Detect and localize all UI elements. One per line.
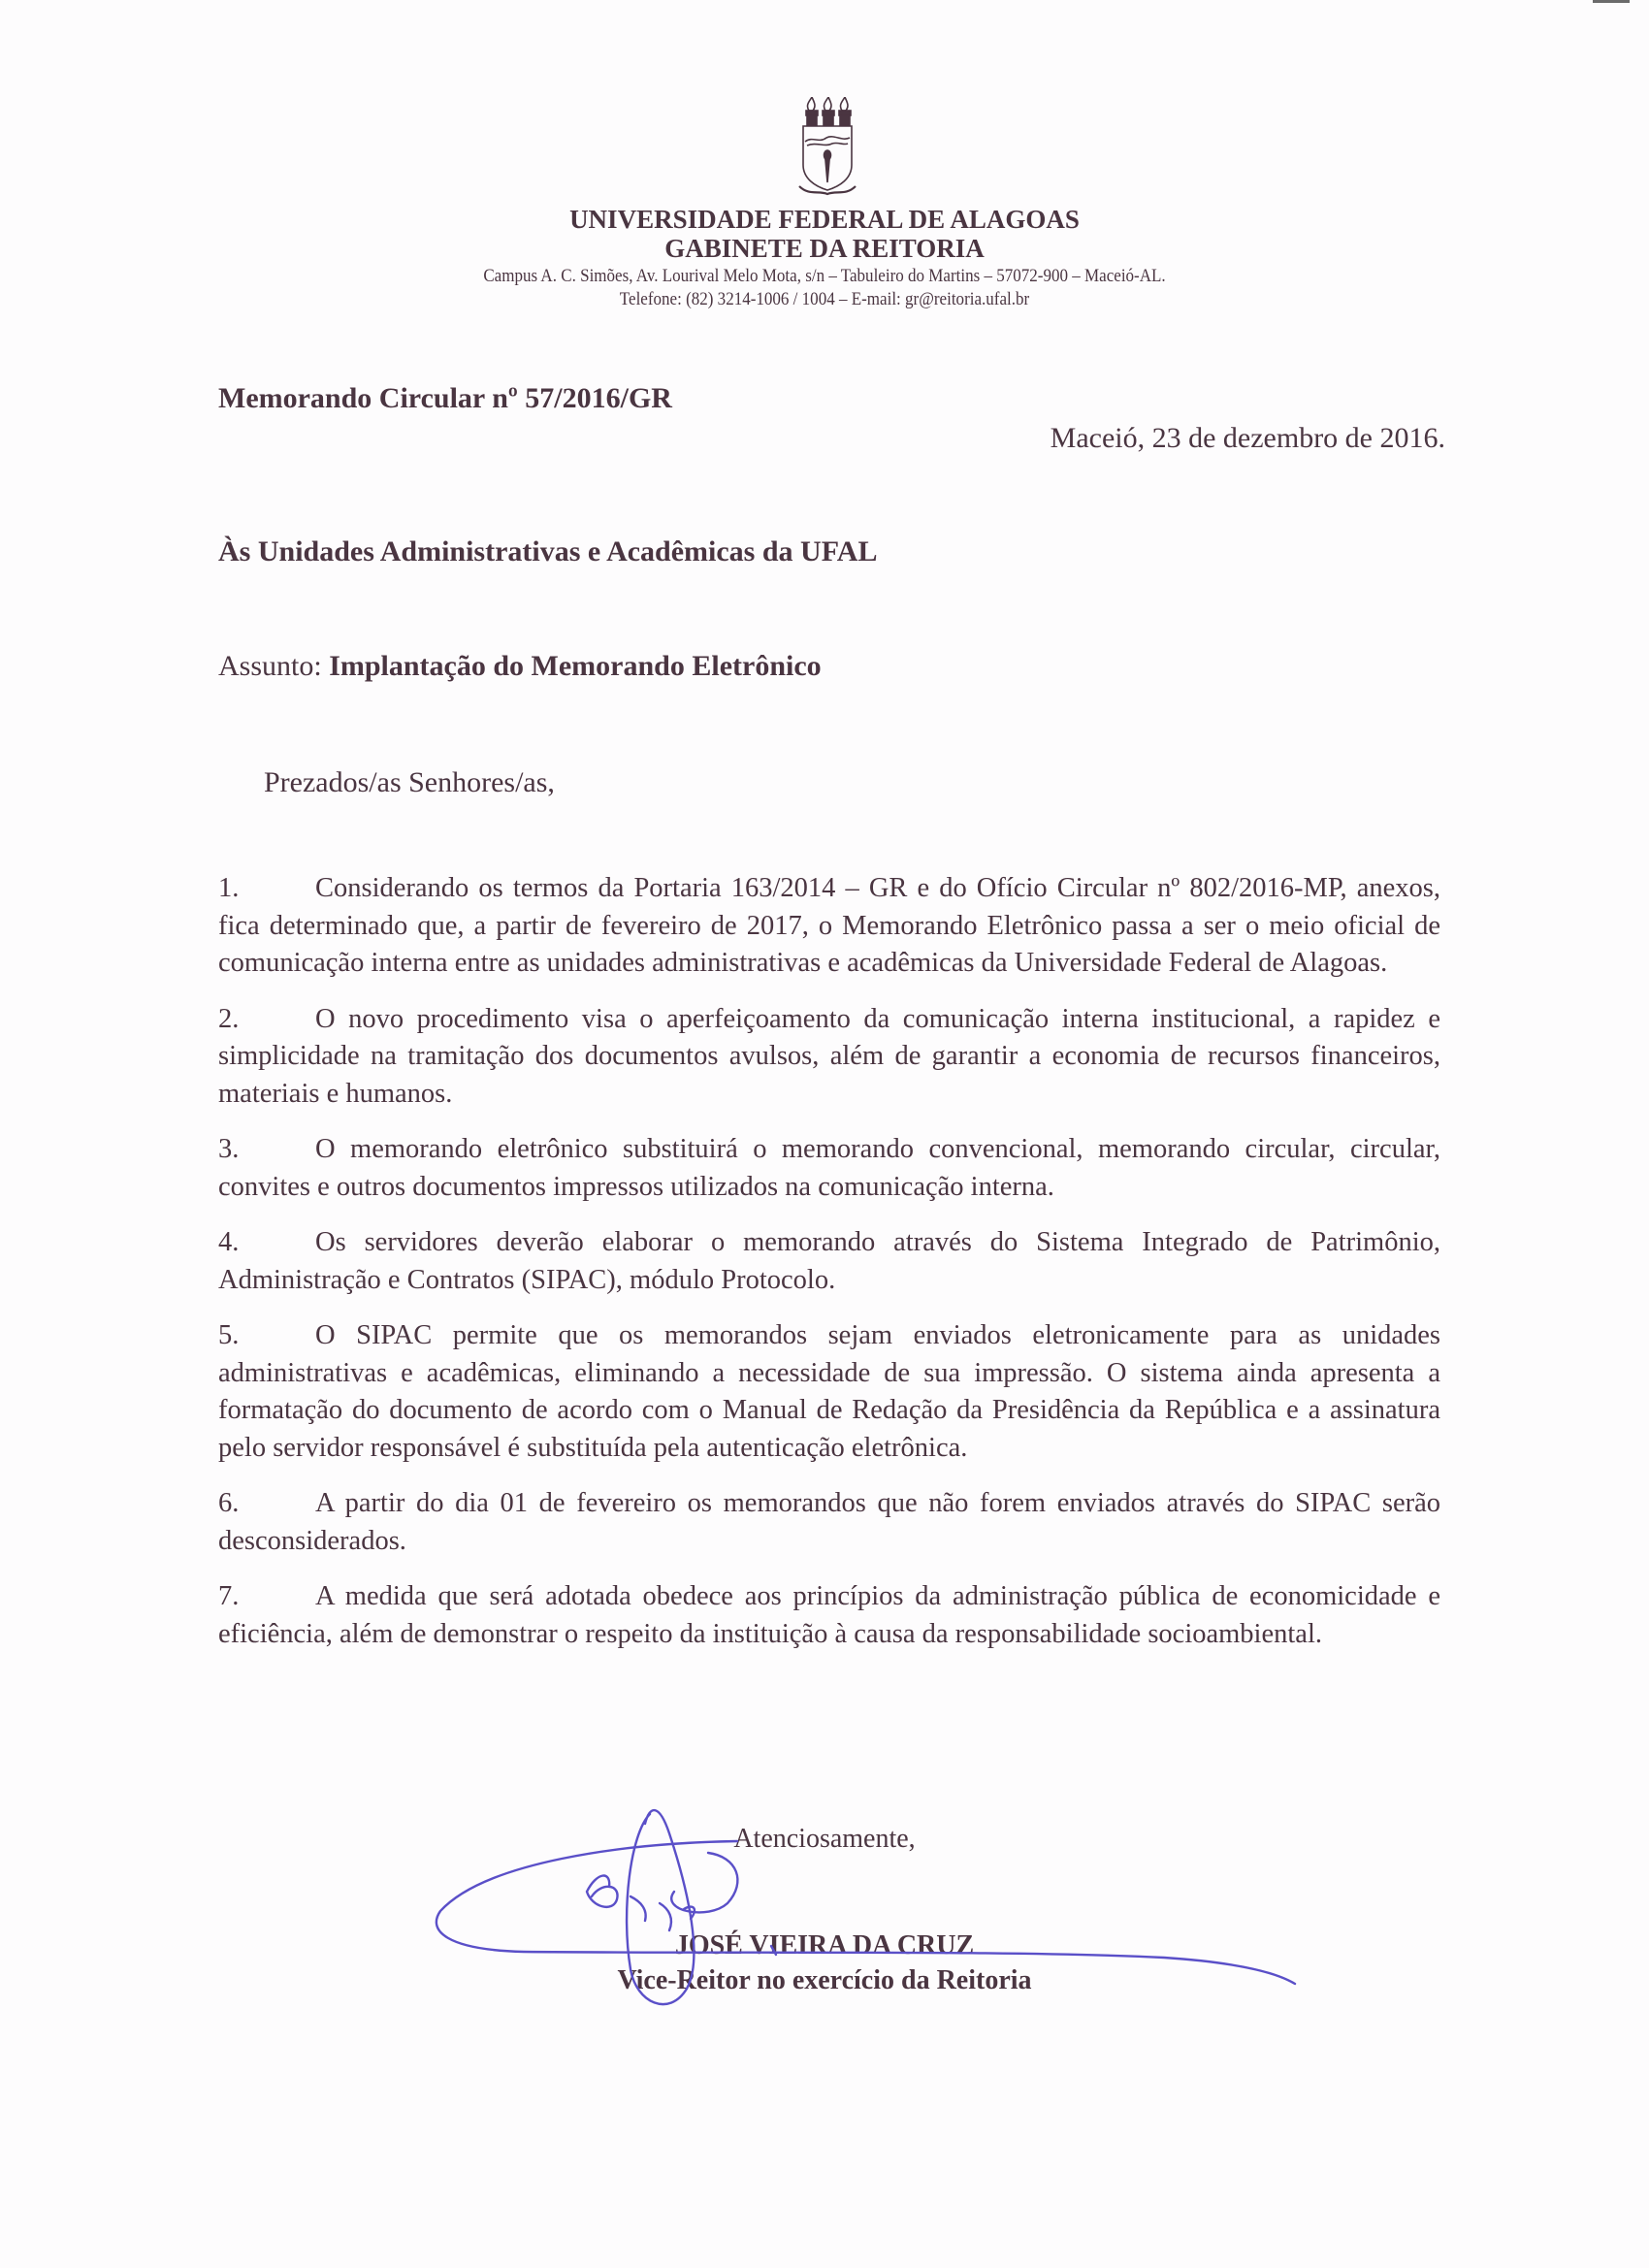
- closing: Atenciosamente,: [733, 1824, 916, 1854]
- paragraph-2: [218, 1001, 1440, 1114]
- paragraph-text: O memorando eletrônico substituirá o memorando convencional, memorando circular, circular, convites e outros documentos impressos utilizados na comunicação interna.: [218, 1134, 1440, 1202]
- paragraph-text: A partir do dia 01 de fevereiro os memorandos que não forem enviados através do SIPAC serão desconsiderados.: [218, 1488, 1440, 1556]
- paragraph-1: [218, 870, 1440, 983]
- memo-subject: [218, 650, 822, 683]
- signer-name: JOSÉ VIEIRA DA CRUZ: [674, 1930, 975, 1960]
- memo-date: Maceió, 23 de dezembro de 2016.: [1050, 422, 1445, 454]
- paragraph-text: O novo procedimento visa o aperfeiçoamento da comunicação interna institucional, a rapidez e simplicidade na tramitação dos documentos avulsos, além de garantir a economia de recursos financeiros, materiais e humanos.: [218, 1003, 1440, 1109]
- greeting: Prezados/as Senhores/as,: [264, 766, 555, 798]
- memo-title: Memorando Circular nº 57/2016/GR: [218, 382, 672, 414]
- paragraph-3: [218, 1131, 1440, 1206]
- paragraph-4: [218, 1224, 1440, 1299]
- paragraph-5: [218, 1317, 1440, 1467]
- signature-stroke-loop: [436, 1841, 1295, 1984]
- ufal-coat-of-arms-icon: [797, 97, 857, 198]
- paragraph-text: Os servidores deverão elaborar o memorando através do Sistema Integrado de Patrimônio, Administração e Contratos (SIPAC), módulo Protocolo.: [218, 1227, 1440, 1295]
- address-line: Campus A. C. Simões, Av. Lourival Melo Mota, s/n – Tabuleiro do Martins – 57072-900 – Maceió-AL.: [483, 267, 1166, 286]
- memo-body: [218, 870, 1440, 1671]
- paragraph-7: [218, 1578, 1440, 1653]
- signature-stroke-center: [630, 1896, 695, 1930]
- paragraph-number: 5.: [218, 1320, 240, 1350]
- contact-line: Telefone: (82) 3214-1006 / 1004 – E-mail: gr@reitoria.ufal.br: [619, 290, 1030, 309]
- paragraph-number: 1.: [218, 873, 240, 903]
- signature-stroke-right: [671, 1853, 737, 1912]
- memo-recipients: Às Unidades Administrativas e Acadêmicas da UFAL: [218, 535, 878, 567]
- paragraph-number: 4.: [218, 1227, 240, 1257]
- subject-label: Assunto:: [218, 650, 330, 682]
- paragraph-number: 3.: [218, 1134, 240, 1164]
- department-name: GABINETE DA REITORIA: [664, 234, 985, 263]
- signature-stroke-left: [587, 1876, 618, 1907]
- paragraph-number: 2.: [218, 1003, 240, 1034]
- institution-name: UNIVERSIDADE FEDERAL DE ALAGOAS: [569, 205, 1080, 234]
- subject-text: Implantação do Memorando Eletrônico: [329, 650, 822, 682]
- handwritten-signature: [427, 1795, 1300, 2037]
- signature-stroke-oval: [627, 1810, 694, 2004]
- paragraph-number: 7.: [218, 1581, 240, 1611]
- paragraph-text: O SIPAC permite que os memorandos sejam enviados eletronicamente para as unidades administrativas e acadêmicas, eliminando a necessidade de sua impressão. O sistema ainda apresenta a formatação do documento de acordo com o Manual de Redação da Presidência da República e a assinatura pelo servidor responsável é substituída pela autenticação eletrônica.: [218, 1320, 1440, 1463]
- paragraph-6: [218, 1485, 1440, 1560]
- paragraph-number: 6.: [218, 1488, 240, 1518]
- scan-edge-artifact: [1593, 0, 1630, 3]
- signer-role: Vice-Reitor no exercício da Reitoria: [617, 1965, 1032, 1995]
- paragraph-text: A medida que será adotada obedece aos princípios da administração pública de economicidade e eficiência, além de demonstrar o respeito da instituição à causa da responsabilidade socioambiental.: [218, 1581, 1440, 1649]
- paragraph-text: Considerando os termos da Portaria 163/2014 – GR e do Ofício Circular nº 802/2016-MP, anexos, fica determinado que, a partir de fevereiro de 2017, o Memorando Eletrônico passa a ser o meio oficial de comunicação interna entre as unidades administrativas e acadêmicas da Universidade Federal de Alagoas.: [218, 873, 1440, 978]
